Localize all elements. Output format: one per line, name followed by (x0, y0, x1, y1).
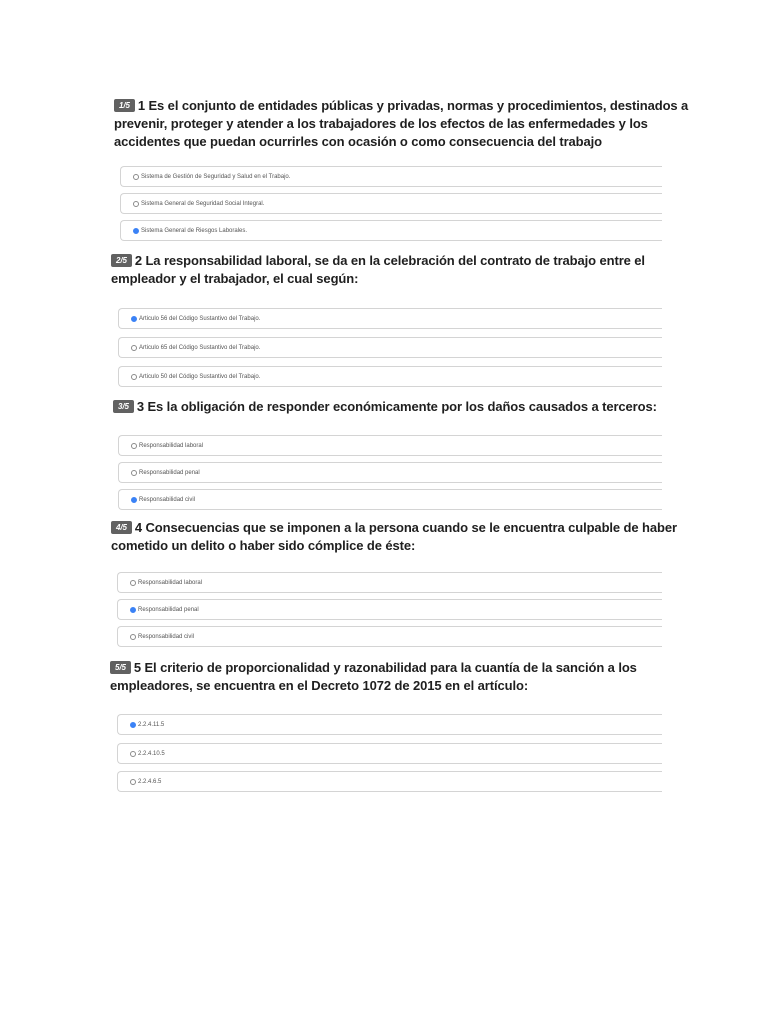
answer-option-label: Sistema General de Riesgos Laborales. (141, 227, 248, 234)
radio-checked-icon[interactable] (130, 722, 136, 728)
question-text-line (114, 133, 662, 151)
answer-option[interactable] (120, 220, 662, 241)
answer-option[interactable] (117, 714, 662, 735)
answer-option[interactable] (117, 572, 662, 593)
answer-option[interactable] (117, 771, 662, 792)
answer-option-label: Articulo 56 del Código Sustantivo del Trabajo. (139, 315, 261, 322)
question-2-title (111, 252, 662, 288)
answer-option-label: Sistema General de Seguridad Social Integral. (141, 200, 265, 207)
question-text-line (111, 519, 677, 537)
answer-option[interactable] (118, 489, 662, 510)
radio-unchecked-icon[interactable] (131, 374, 137, 380)
answer-option-label: 2.2.4.6.5 (138, 778, 162, 785)
answer-option[interactable] (117, 743, 662, 764)
question-text: 2 La responsabilidad laboral, se da en la celebración del contrato de trabajo entre el (134, 253, 645, 268)
answer-option[interactable] (118, 366, 662, 387)
question-number-badge: 5/5 (110, 661, 131, 674)
answer-option-label: Responsabilidad penal (139, 469, 200, 476)
question-text-line (111, 270, 662, 288)
radio-checked-icon[interactable] (131, 316, 137, 322)
radio-unchecked-icon[interactable] (131, 443, 137, 449)
question-number-badge: 1/5 (114, 99, 135, 112)
answer-option[interactable] (118, 337, 662, 358)
answer-option-label: 2.2.4.11.5 (138, 721, 165, 728)
question-text: 5 El criterio de proporcionalidad y razonabilidad para la cuantía de la sanción a los (133, 660, 637, 675)
question-3-title (113, 398, 662, 416)
question-text: empleador y el trabajador, el cual según: (111, 271, 359, 286)
question-number-badge: 4/5 (111, 521, 132, 534)
radio-unchecked-icon[interactable] (131, 470, 137, 476)
answer-option[interactable] (117, 626, 662, 647)
question-text: 1 Es el conjunto de entidades públicas y privadas, normas y procedimientos, destinados a (137, 98, 689, 113)
question-text: 3 Es la obligación de responder económicamente por los daños causados a terceros: (136, 399, 657, 414)
radio-unchecked-icon[interactable] (131, 345, 137, 351)
radio-checked-icon[interactable] (131, 497, 137, 503)
question-number-badge: 2/5 (111, 254, 132, 267)
question-text: accidentes que puedan ocurrirles con ocasión o como consecuencia del trabajo (114, 134, 602, 149)
answer-option-label: Responsabilidad civil (138, 633, 195, 640)
question-1-title (114, 97, 689, 151)
question-4-title (111, 519, 677, 555)
question-text-line (110, 659, 662, 677)
radio-unchecked-icon[interactable] (133, 174, 139, 180)
question-text-line (113, 398, 662, 416)
answer-option[interactable] (118, 462, 662, 483)
radio-unchecked-icon[interactable] (130, 580, 136, 586)
answer-option[interactable] (117, 599, 662, 620)
question-text: cometido un delito o haber sido cómplice de éste: (111, 538, 416, 553)
answer-option-label: Responsabilidad civil (139, 496, 196, 503)
answer-option-label: 2.2.4.10.5 (138, 750, 165, 757)
question-text-line (111, 252, 662, 270)
answer-option[interactable] (120, 193, 662, 214)
answer-option-label: Articulo 65 del Código Sustantivo del Trabajo. (139, 344, 261, 351)
question-text-line (114, 97, 689, 115)
radio-unchecked-icon[interactable] (130, 779, 136, 785)
answer-option-label: Responsabilidad penal (138, 606, 199, 613)
answer-option-label: Sistema de Gestión de Seguridad y Salud en el Trabajo. (141, 173, 291, 180)
question-text: prevenir, proteger y atender a los trabajadores de los efectos de las enfermedades y los (114, 116, 648, 131)
answer-option[interactable] (118, 308, 662, 329)
answer-option-label: Articulo 50 del Código Sustantivo del Trabajo. (139, 373, 261, 380)
question-text: 4 Consecuencias que se imponen a la persona cuando se le encuentra culpable de haber (134, 520, 677, 535)
radio-checked-icon[interactable] (133, 228, 139, 234)
answer-option[interactable] (120, 166, 662, 187)
answer-option-label: Responsabilidad laboral (138, 579, 203, 586)
answer-option-label: Responsabilidad laboral (139, 442, 204, 449)
question-text-line (111, 537, 662, 555)
radio-unchecked-icon[interactable] (130, 751, 136, 757)
answer-option[interactable] (118, 435, 662, 456)
question-text-line (110, 677, 662, 695)
question-text-line (114, 115, 662, 133)
radio-unchecked-icon[interactable] (130, 634, 136, 640)
radio-checked-icon[interactable] (130, 607, 136, 613)
question-number-badge: 3/5 (113, 400, 134, 413)
question-5-title (110, 659, 662, 695)
radio-unchecked-icon[interactable] (133, 201, 139, 207)
question-text: empleadores, se encuentra en el Decreto 1072 de 2015 en el artículo: (110, 678, 529, 693)
